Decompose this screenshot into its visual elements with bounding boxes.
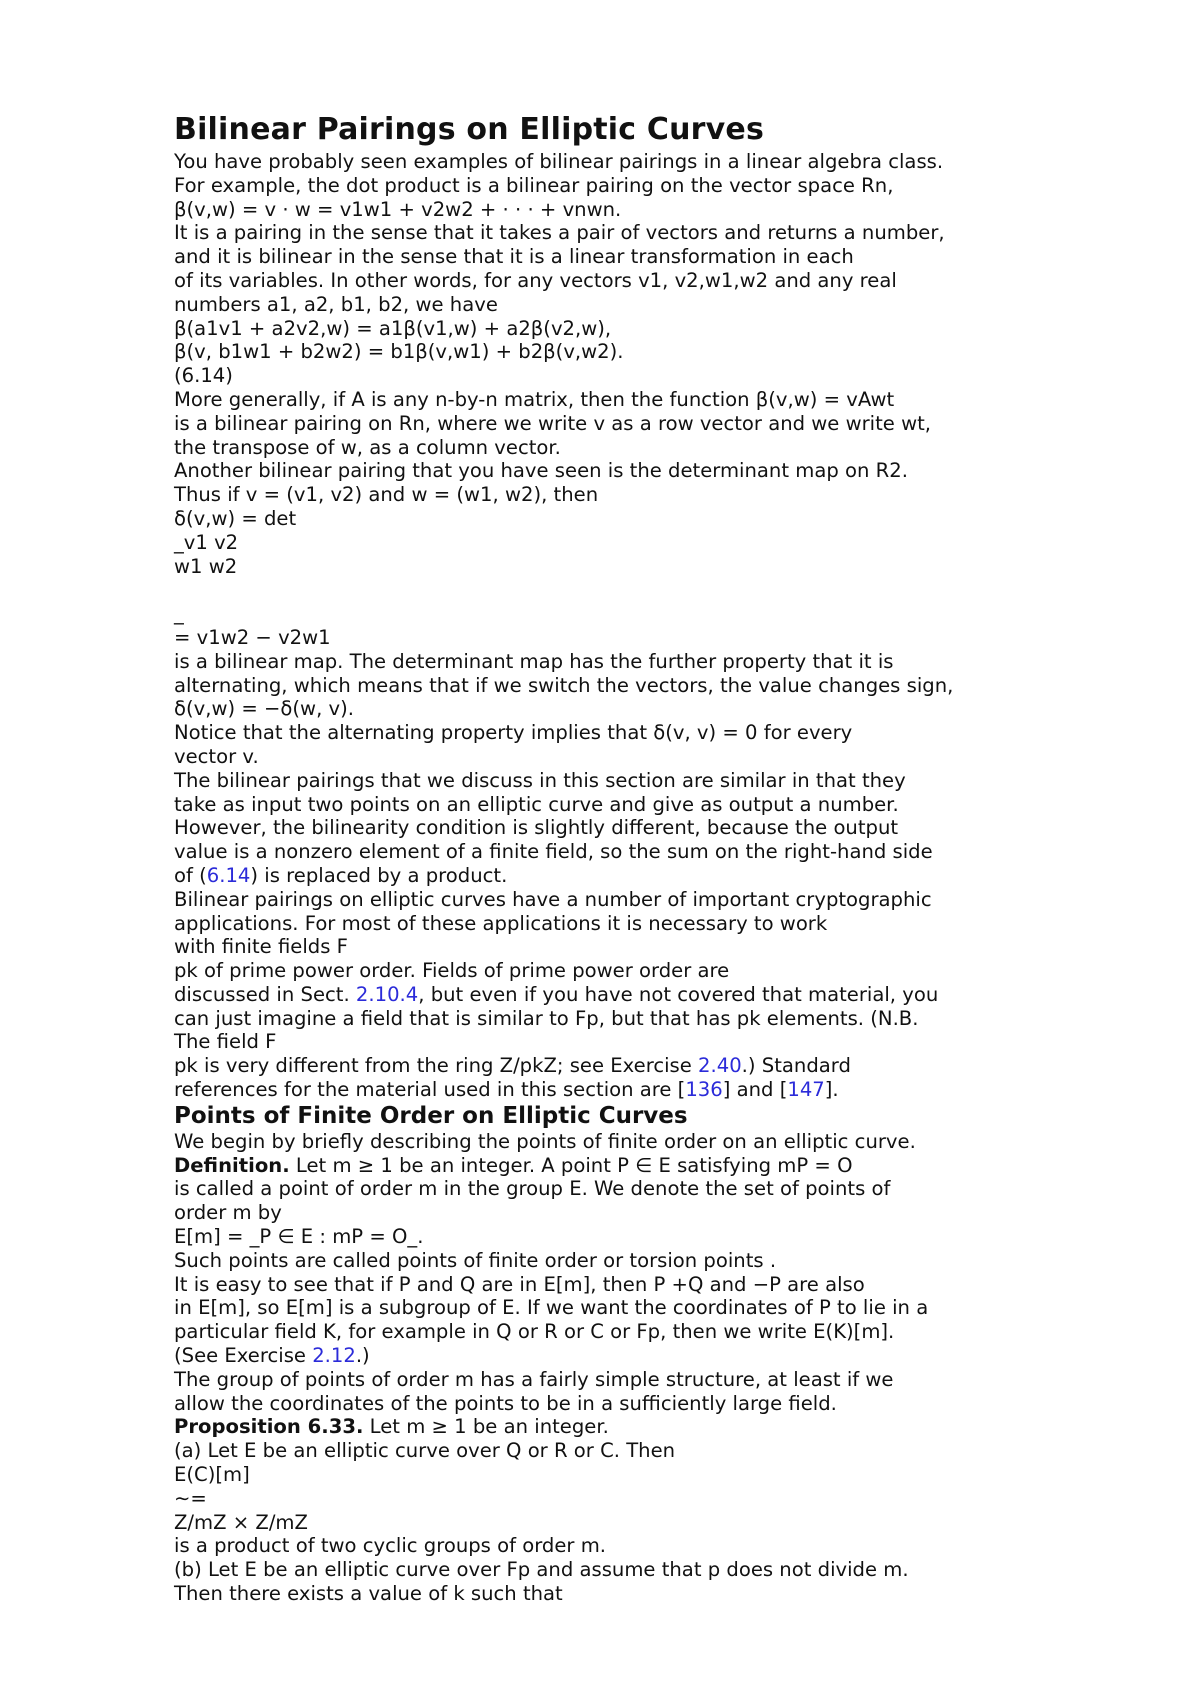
line-text: the transpose of w, as a column vector. — [174, 435, 561, 459]
line-text: E[m] = _P ∈ E : mP = O_. — [174, 1225, 424, 1249]
line-text: Thus if v = (v1, v2) and w = (w1, w2), then — [174, 483, 599, 507]
line-text: ∼= — [174, 1486, 207, 1510]
line-text: We begin by briefly describing the points of finite order on an elliptic curve. — [174, 1129, 916, 1153]
text-line — [174, 959, 1074, 983]
line-text: with finite fields F — [174, 935, 348, 959]
text-line — [174, 1078, 1074, 1102]
reference-link[interactable]: 2.12 — [312, 1344, 356, 1368]
text-line — [174, 864, 1074, 888]
text-line — [174, 412, 1074, 436]
reference-link[interactable]: 2.10.4 — [355, 982, 419, 1006]
text-line — [174, 1368, 1074, 1392]
text-line — [174, 483, 1074, 507]
line-text: δ(v,w) = −δ(w, v). — [174, 697, 354, 721]
line-text: and it is bilinear in the sense that it is a linear transformation in each — [174, 245, 854, 269]
text-line — [174, 697, 1074, 721]
line-text: The bilinear pairings that we discuss in this section are similar in that they — [174, 768, 906, 792]
line-text: Let m ≥ 1 be an integer. A point P ∈ E satisfying mP = O — [289, 1153, 853, 1177]
text-line — [174, 1296, 1074, 1320]
reference-link[interactable]: 6.14 — [206, 863, 251, 887]
line-text: More generally, if A is any n-by-n matrix, then the function β(v,w) = vAwt — [174, 387, 895, 411]
line-text: of its variables. In other words, for any vectors v1, v2,w1,w2 and any real — [174, 268, 897, 292]
text-line — [174, 1177, 1074, 1201]
line-text: allow the coordinates of the points to be in a sufficiently large field. — [174, 1391, 837, 1415]
text-line — [174, 1007, 1074, 1031]
line-text: is a bilinear map. The determinant map has the further property that it is — [174, 649, 894, 673]
line-text: δ(v,w) = det — [174, 506, 297, 530]
line-text: Z/mZ × Z/mZ — [174, 1510, 308, 1534]
line-text: = v1w2 − v2w1 — [174, 625, 331, 649]
text-line — [174, 935, 1074, 959]
document-page — [174, 112, 1074, 1606]
text-line — [174, 1439, 1074, 1463]
line-text: particular field K, for example in Q or R or C or Fp, then we write E(K)[m]. — [174, 1320, 895, 1344]
section-heading: Points of Finite Order on Elliptic Curves — [174, 1102, 688, 1129]
text-line — [174, 912, 1074, 936]
line-text: , but even if you have not covered that material, you — [418, 982, 939, 1006]
reference-link[interactable]: 136 — [685, 1078, 723, 1102]
text-line — [174, 1225, 1074, 1249]
text-line — [174, 1487, 1074, 1511]
text-line — [174, 1201, 1074, 1225]
line-text: alternating, which means that if we switch the vectors, the value changes sign, — [174, 673, 954, 697]
line-text: Such points are called points of finite order or torsion points . — [174, 1248, 777, 1272]
line-text: pk is very different from the ring Z/pkZ; see Exercise — [174, 1054, 699, 1078]
text-line — [174, 1463, 1074, 1487]
line-text: Another bilinear pairing that you have seen is the determinant map on R2. — [174, 459, 908, 483]
text-line — [174, 1558, 1074, 1582]
line-text: (See Exercise — [174, 1344, 313, 1368]
line-text: ] and [ — [722, 1078, 788, 1102]
text-line — [174, 1130, 1074, 1154]
text-line — [174, 840, 1074, 864]
text-line — [174, 1415, 1074, 1439]
text-line — [174, 221, 1074, 245]
line-text: is a bilinear pairing on Rn, where we write v as a row vector and we write wt, — [174, 411, 932, 435]
text-line — [174, 602, 1074, 626]
line-text: However, the bilinearity condition is slightly different, because the output — [174, 816, 899, 840]
line-text: take as input two points on an elliptic curve and give as output a number. — [174, 792, 899, 816]
line-text: You have probably seen examples of bilinear pairings in a linear algebra class. — [174, 150, 944, 173]
text-line — [174, 1154, 1074, 1178]
line-text: The group of points of order m has a fairly simple structure, at least if we — [174, 1367, 894, 1391]
text-line — [174, 1273, 1074, 1297]
text-line — [174, 340, 1074, 364]
line-text: order m by — [174, 1201, 282, 1225]
line-text: vector v. — [174, 744, 259, 768]
text-line — [174, 269, 1074, 293]
line-text: applications. For most of these applications it is necessary to work — [174, 911, 828, 935]
line-text: is a product of two cyclic groups of order m. — [174, 1534, 607, 1558]
text-line — [174, 1320, 1074, 1344]
reference-link[interactable]: 147 — [787, 1078, 825, 1102]
line-text: is called a point of order m in the group E. We denote the set of points of — [174, 1177, 891, 1201]
line-text: It is a pairing in the sense that it takes a pair of vectors and returns a number, — [174, 221, 945, 245]
text-line — [174, 1030, 1074, 1054]
line-text: Notice that the alternating property implies that δ(v, v) = 0 for every — [174, 721, 853, 745]
text-line — [174, 721, 1074, 745]
text-line — [174, 1054, 1074, 1078]
line-text: (6.14) — [174, 364, 233, 388]
line-text: .) Standard — [741, 1054, 851, 1078]
line-text: _ — [174, 602, 184, 626]
text-line — [174, 816, 1074, 840]
line-text: Then there exists a value of k such that — [174, 1582, 563, 1606]
line-text: β(v, b1w1 + b2w2) = b1β(v,w1) + b2β(v,w2). — [174, 340, 624, 364]
document-title: Bilinear Pairings on Elliptic Curves — [174, 112, 765, 147]
line-text: in E[m], so E[m] is a subgroup of E. If we want the coordinates of P to lie in a — [174, 1296, 929, 1320]
line-text: of ( — [174, 863, 207, 887]
line-text: Bilinear pairings on elliptic curves have a number of important cryptographic — [174, 887, 932, 911]
text-line — [174, 745, 1074, 769]
text-line — [174, 531, 1074, 555]
text-line — [174, 793, 1074, 817]
line-text: w1 w2 — [174, 554, 238, 578]
reference-link[interactable]: 2.40 — [698, 1054, 742, 1078]
text-line — [174, 317, 1074, 341]
line-text: .) — [355, 1344, 370, 1368]
line-text: (a) Let E be an elliptic curve over Q or R or C. Then — [174, 1439, 676, 1463]
line-text: E(C)[m] — [174, 1463, 250, 1487]
text-line — [174, 674, 1074, 698]
text-line — [174, 364, 1074, 388]
text-line — [174, 293, 1074, 317]
line-text: references for the material used in this section are [ — [174, 1078, 686, 1102]
text-line — [174, 1582, 1074, 1606]
text-line — [174, 150, 1074, 174]
text-line — [174, 769, 1074, 793]
document-body — [174, 150, 1074, 1606]
line-text: discussed in Sect. — [174, 982, 356, 1006]
line-text: numbers a1, a2, b1, b2, we have — [174, 292, 498, 316]
bold-label: Proposition 6.33. — [174, 1415, 364, 1439]
line-text: The field F — [174, 1030, 277, 1054]
text-line — [174, 983, 1074, 1007]
line-text: pk of prime power order. Fields of prime power order are — [174, 959, 730, 983]
line-text: can just imagine a field that is similar to Fp, but that has pk elements. (N.B. — [174, 1006, 919, 1030]
text-line — [174, 1344, 1074, 1368]
text-line — [174, 650, 1074, 674]
text-line — [174, 245, 1074, 269]
text-line — [174, 555, 1074, 579]
text-line — [174, 174, 1074, 198]
text-line — [174, 507, 1074, 531]
line-text: ) is replaced by a product. — [250, 863, 508, 887]
text-line — [174, 1534, 1074, 1558]
line-text: (b) Let E be an elliptic curve over Fp and assume that p does not divide m. — [174, 1558, 909, 1582]
text-line — [174, 1249, 1074, 1273]
bold-label: Definition. — [174, 1153, 290, 1177]
text-line — [174, 1511, 1074, 1535]
text-line — [174, 388, 1074, 412]
line-text: value is a nonzero element of a finite field, so the sum on the right-hand side — [174, 840, 933, 864]
text-line — [174, 198, 1074, 222]
line-text: β(v,w) = v · w = v1w1 + v2w2 + · · · + vnwn. — [174, 197, 622, 221]
line-text: ]. — [824, 1078, 839, 1102]
text-line — [174, 626, 1074, 650]
line-text: β(a1v1 + a2v2,w) = a1β(v1,w) + a2β(v2,w), — [174, 316, 612, 340]
text-line — [174, 1392, 1074, 1416]
line-text: Let m ≥ 1 be an integer. — [363, 1415, 609, 1439]
line-text: It is easy to see that if P and Q are in E[m], then P +Q and −P are also — [174, 1272, 865, 1296]
text-line — [174, 436, 1074, 460]
text-line — [174, 888, 1074, 912]
text-line — [174, 459, 1074, 483]
line-text: For example, the dot product is a bilinear pairing on the vector space Rn, — [174, 173, 894, 197]
line-text: _v1 v2 — [174, 530, 239, 554]
text-line — [174, 578, 1074, 602]
